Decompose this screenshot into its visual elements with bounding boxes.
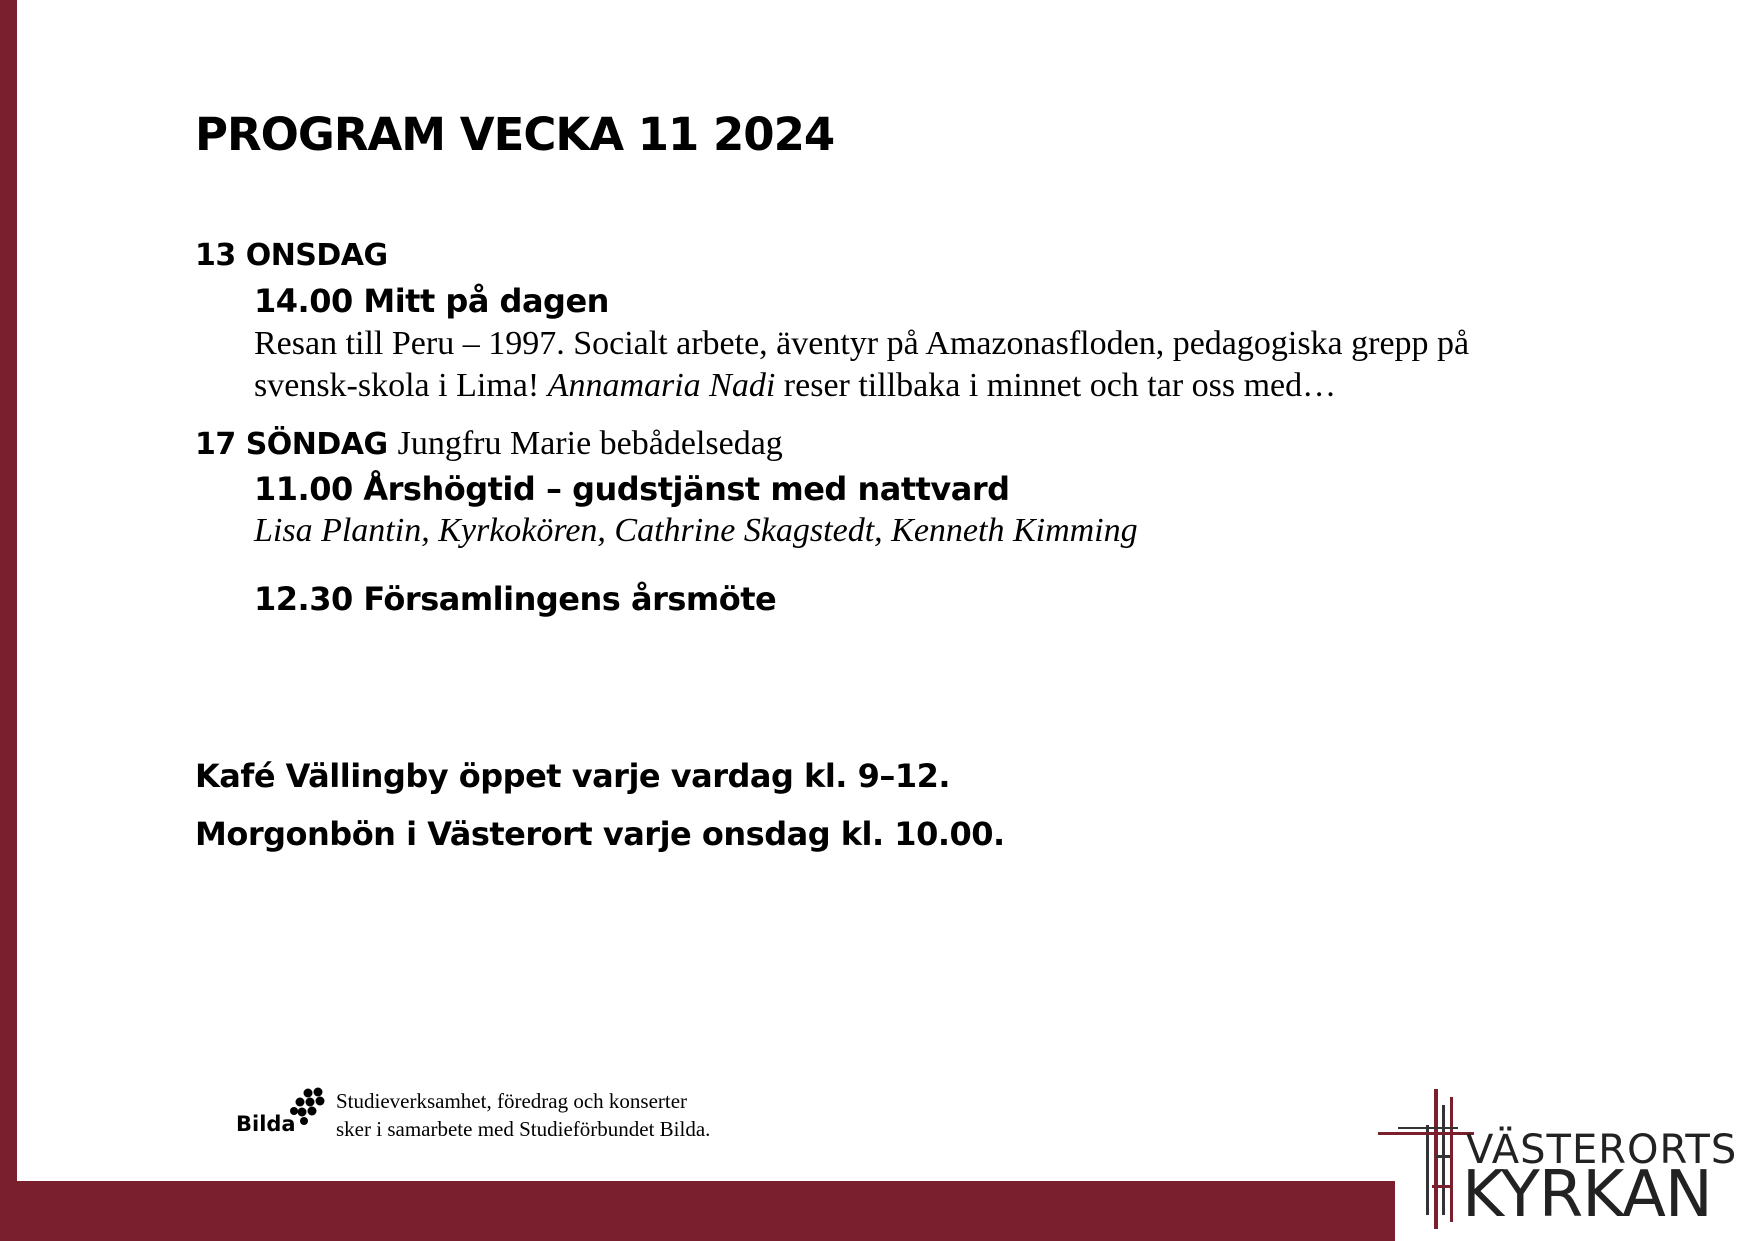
day-heading-text: 13 ONSDAG bbox=[195, 238, 388, 273]
event-title-arshogtid: 11.00 Årshögtid – gudstjänst med nattvard bbox=[254, 470, 1010, 508]
notice-morgonbon: Morgonbön i Västerort varje onsdag kl. 10.00. bbox=[195, 815, 1005, 853]
event-participants: Lisa Plantin, Kyrkokören, Cathrine Skagstedt, Kenneth Kimming bbox=[254, 512, 1138, 549]
event-title-mitt-pa-dagen: 14.00 Mitt på dagen bbox=[254, 282, 609, 320]
church-logo-line1: VÄSTERORTS bbox=[1466, 1127, 1738, 1173]
notice-kafe: Kafé Vällingby öppet varje vardag kl. 9–12. bbox=[195, 757, 951, 795]
description-italic-name: Annamaria Nadi bbox=[547, 367, 776, 404]
bilda-info bbox=[336, 1087, 710, 1143]
day-heading-onsdag bbox=[195, 238, 388, 273]
bilda-info-line-2: sker i samarbete med Studieförbundet Bilda. bbox=[336, 1117, 711, 1141]
bilda-logo-text: Bilda bbox=[236, 1112, 296, 1136]
church-logo-line2: KYRKAN bbox=[1462, 1158, 1712, 1232]
day-heading-text: 17 SÖNDAG bbox=[195, 427, 388, 462]
page-title: PROGRAM VECKA 11 2024 bbox=[195, 108, 835, 161]
bottom-accent-bar bbox=[0, 1181, 1395, 1241]
bilda-info-line-1: Studieverksamhet, föredrag och konserter bbox=[336, 1089, 688, 1113]
day-heading-sondag bbox=[195, 425, 783, 463]
day-subheading: Jungfru Marie bebådelsedag bbox=[397, 425, 783, 462]
description-text-after: reser tillbaka i minnet och tar oss med… bbox=[783, 367, 1337, 404]
event-description bbox=[254, 323, 1574, 407]
description-text-before: Resan till Peru – 1997. Socialt arbete, äventyr på Amazonasfloden, pedagogiska grepp på svensk-skola i Lima! bbox=[254, 325, 1470, 404]
left-accent-bar bbox=[0, 0, 17, 1241]
event-title-arsmote: 12.30 Församlingens årsmöte bbox=[254, 580, 777, 618]
